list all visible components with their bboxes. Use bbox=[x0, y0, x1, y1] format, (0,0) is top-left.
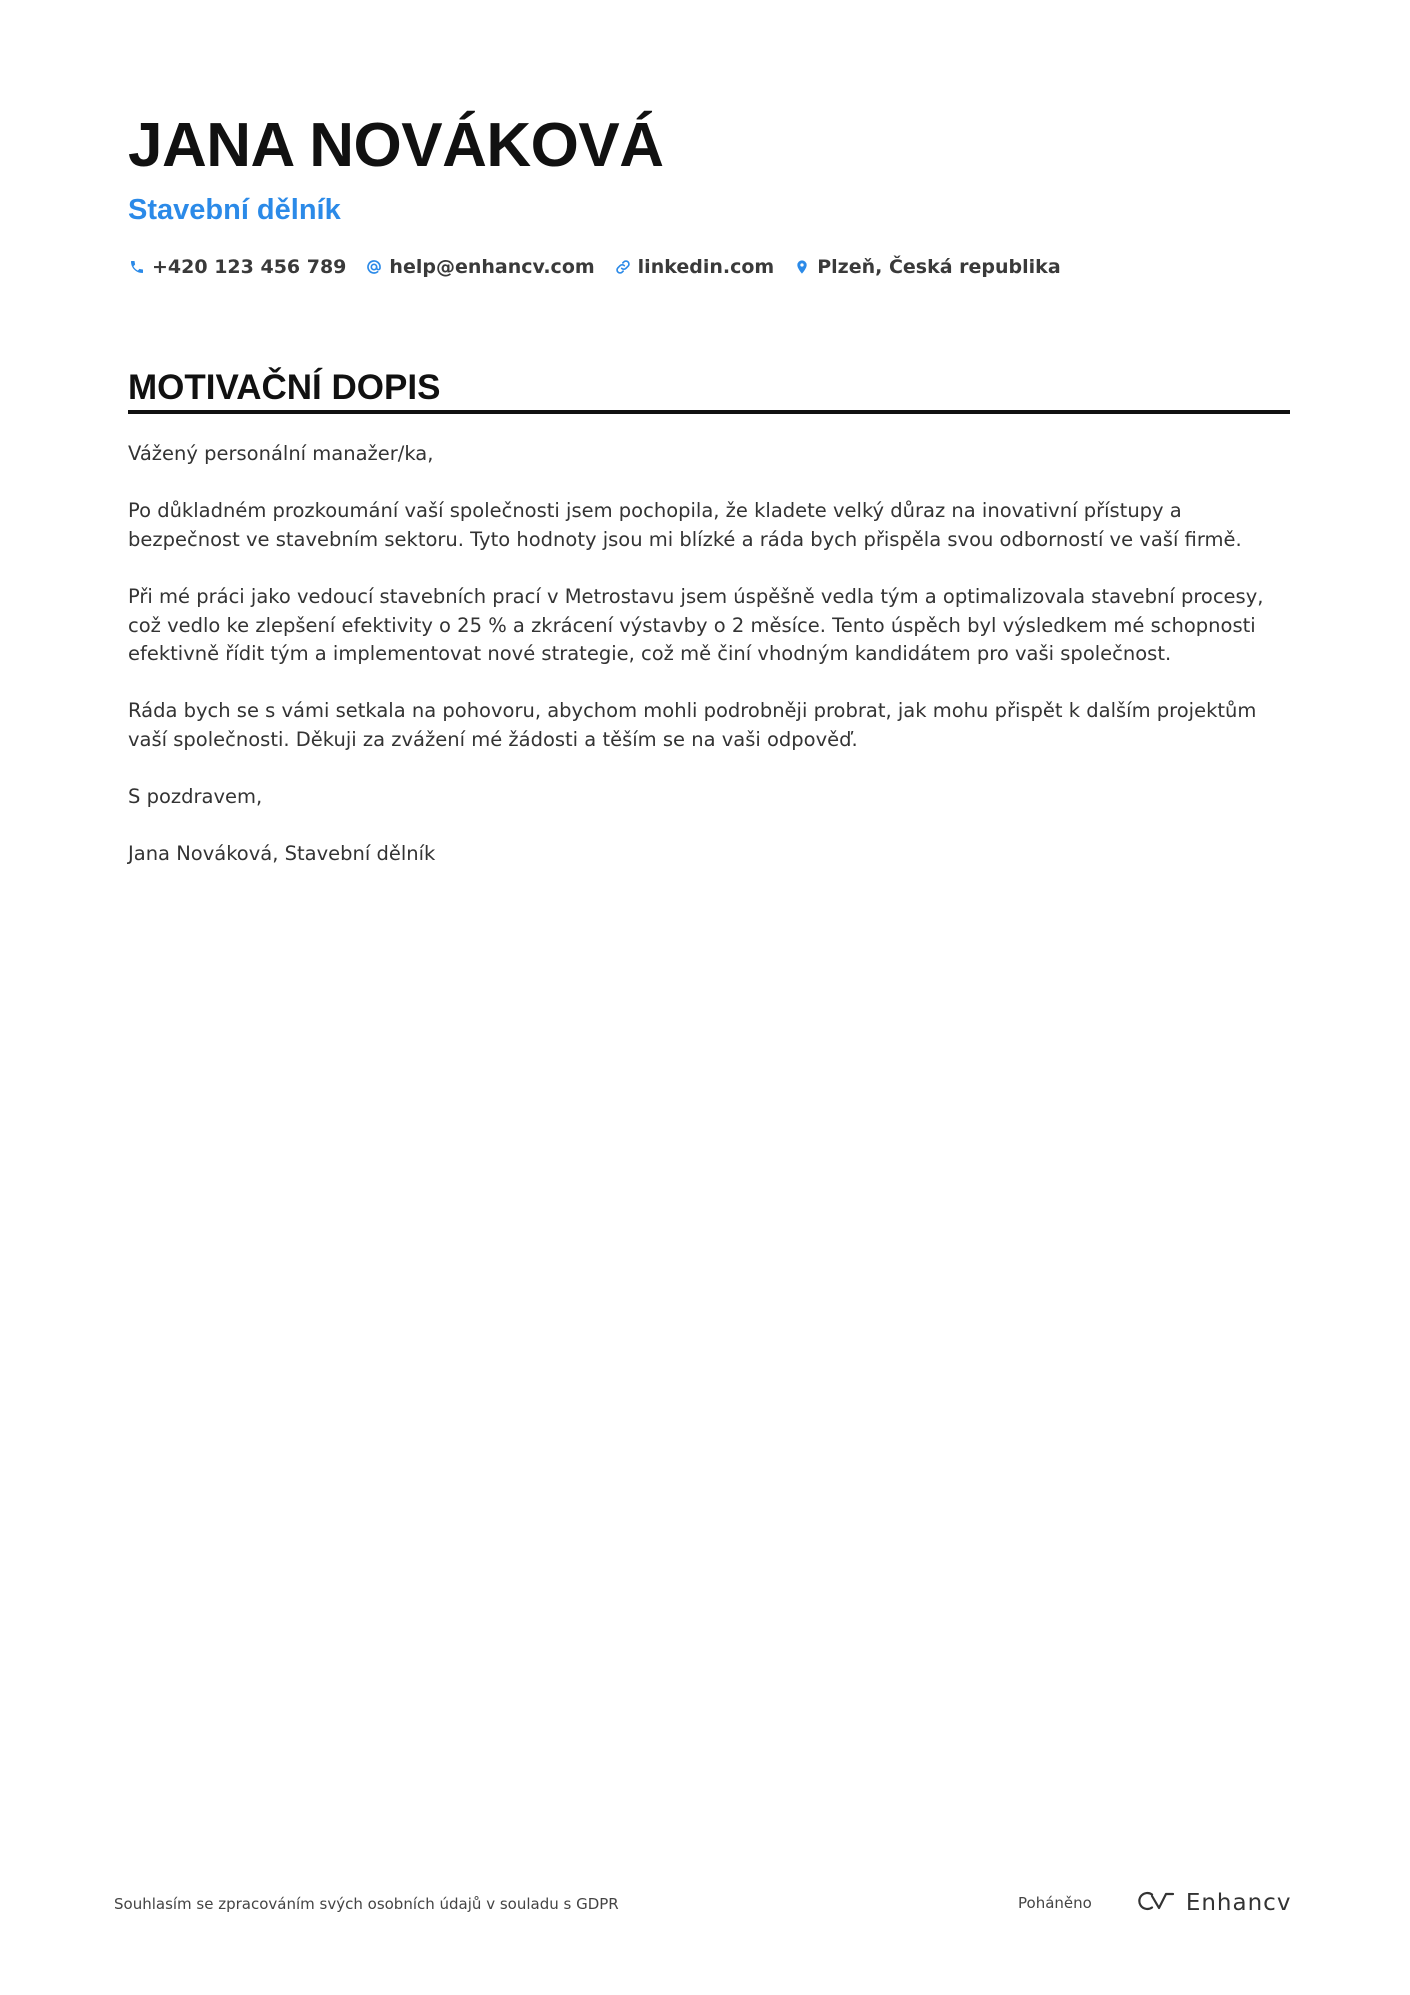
applicant-name: JANA NOVÁKOVÁ bbox=[128, 111, 664, 180]
job-title: Stavební dělník bbox=[128, 194, 341, 226]
contact-phone bbox=[128, 253, 346, 281]
letter-greeting: Vážený personální manažer/ka, bbox=[128, 442, 434, 465]
enhancv-logo-text: Enhancv bbox=[1185, 1890, 1292, 1916]
section-title: MOTIVAČNÍ DOPIS bbox=[128, 368, 441, 407]
contact-linkedin[interactable] bbox=[614, 253, 775, 281]
letter-paragraph: Po důkladném prozkoumání vaší společnosti jsem pochopila, že kladete velký důraz na inovativní přístupy a bezpečnost ve stavebním sektoru. Tyto hodnoty jsou mi blízké a ráda bych přispěla svou odborností ve vaší firmě. bbox=[128, 499, 1242, 551]
location-pin-icon bbox=[793, 258, 811, 276]
section-divider bbox=[128, 410, 1290, 414]
letter-paragraph: Při mé práci jako vedoucí stavebních prací v Metrostavu jsem úspěšně vedla tým a optimalizovala stavební procesy, což vedlo ke zlepšení efektivity o 25 % a zkrácení výstavby o 2 měsíce. Tento úspěch byl výsledkem mé schopnosti efektivně řídit tým a implementovat nové strategie, což mě činí vhodným kandidátem pro vaši společnost. bbox=[128, 584, 1264, 666]
link-icon bbox=[614, 258, 632, 276]
gdpr-consent: Souhlasím se zpracováním svých osobních údajů v souladu s GDPR bbox=[114, 1895, 619, 1913]
contact-location-text: Plzeň, Česká republika bbox=[817, 256, 1061, 278]
enhancv-logo[interactable] bbox=[1132, 1888, 1292, 1918]
at-icon bbox=[365, 258, 383, 276]
powered-by bbox=[1018, 1888, 1291, 1918]
contact-location bbox=[793, 253, 1060, 281]
enhancv-logo-icon bbox=[1132, 1888, 1178, 1918]
powered-by-label: Poháněno bbox=[1018, 1894, 1092, 1912]
contact-bar bbox=[128, 253, 1080, 281]
letter-paragraph: Ráda bych se s vámi setkala na pohovoru, abychom mohli podrobněji probrat, jak mohu přispět k dalším projektům vaší společnosti. Děkuji za zvážení mé žádosti a těším se na vaši odpověď. bbox=[128, 699, 1257, 751]
contact-email[interactable] bbox=[365, 253, 594, 281]
contact-email-text: help@enhancv.com bbox=[389, 256, 595, 278]
letter-signature: Jana Nováková, Stavební dělník bbox=[128, 842, 436, 866]
letter-closing: S pozdravem, bbox=[128, 785, 263, 809]
letter-body bbox=[128, 440, 1290, 898]
phone-icon bbox=[128, 258, 146, 276]
contact-linkedin-text: linkedin.com bbox=[637, 256, 775, 278]
contact-phone-text: +420 123 456 789 bbox=[152, 256, 347, 278]
